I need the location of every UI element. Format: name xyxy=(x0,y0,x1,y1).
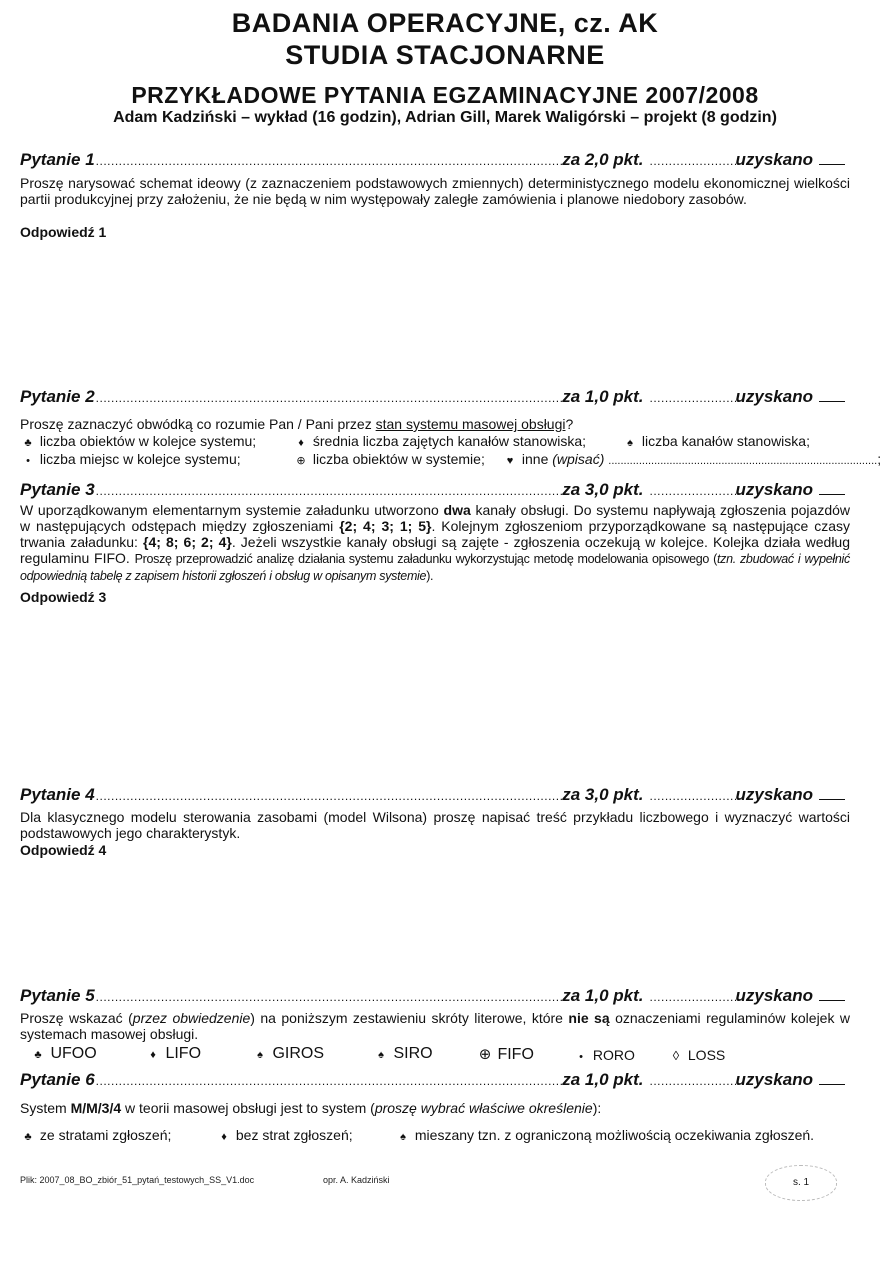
option-text: liczba miejsc w kolejce systemu; xyxy=(39,451,241,467)
spade-icon: ♠ xyxy=(400,1131,406,1143)
title-line-1: BADANIA OPERACYJNE, cz. AK xyxy=(231,8,659,38)
code-text: LOSS xyxy=(687,1047,726,1063)
obtained-label: uzyskano xyxy=(735,480,813,499)
question-5-header xyxy=(20,986,845,1008)
q6-bold-part: M/M/3/4 xyxy=(70,1100,122,1116)
circled-plus-icon: ⊕ xyxy=(478,1046,492,1063)
option-text: liczba kanałów stanowiska; xyxy=(641,433,810,449)
fill-in-line[interactable] xyxy=(608,451,877,467)
q6-text-part: System xyxy=(20,1100,67,1116)
dot-leader xyxy=(644,391,736,405)
dot-leader xyxy=(644,789,736,803)
code-giros[interactable] xyxy=(252,1045,324,1063)
dot-leader xyxy=(95,1074,563,1088)
question-3-points: za 3,0 pkt. xyxy=(562,480,644,499)
answer-4-label: Odpowiedź 4 xyxy=(20,842,107,858)
code-text: GIROS xyxy=(272,1045,325,1062)
q3-text-part: kanały obsługi. Do systemu napływają zgłoszenia pojazdów w następujących odstępach między zgłoszeniami xyxy=(20,502,851,534)
question-1-label: Pytanie 1 xyxy=(20,150,95,169)
q3-text-part: ). xyxy=(426,569,434,583)
q3-text-part: W uporządkowanym elementarnym systemie załadunku utworzono xyxy=(20,502,439,518)
score-blank[interactable] xyxy=(819,1000,845,1001)
option-text: inne xyxy=(521,451,549,467)
question-2-text-end: ? xyxy=(565,416,574,432)
dot-leader xyxy=(95,484,563,498)
question-6-text xyxy=(20,1100,850,1116)
question-4-points: za 3,0 pkt. xyxy=(562,785,644,804)
question-2-label: Pytanie 2 xyxy=(20,387,95,406)
diamond-icon: ♦ xyxy=(150,1049,156,1061)
dot-leader xyxy=(644,1074,736,1088)
code-text: LIFO xyxy=(165,1045,202,1062)
code-text: UFOO xyxy=(50,1045,97,1062)
q5-text-part: oznaczeniami regulaminów kolejek w systemach masowej obsługi. xyxy=(20,1010,851,1042)
code-loss[interactable] xyxy=(668,1047,725,1063)
q6-italic-part: proszę wybrać właściwe określenie xyxy=(374,1100,593,1116)
bullet-icon: • xyxy=(26,455,30,467)
question-5-codes xyxy=(30,1045,830,1067)
dot-leader xyxy=(644,990,736,1004)
option-text: bez strat zgłoszeń; xyxy=(235,1127,353,1143)
question-1-points: za 2,0 pkt. xyxy=(562,150,644,169)
option-text: liczba obiektów w systemie; xyxy=(312,451,485,467)
question-2-text-underlined: stan systemu masowej obsługi xyxy=(375,416,566,432)
q5-italic-part: przez obwiedzenie xyxy=(132,1010,251,1026)
option-heart[interactable] xyxy=(502,451,881,470)
question-4-text: Dla klasycznego modelu sterowania zasobami (model Wilsona) proszę napisać treść przykładu liczbowego i wyznaczyć wartości podstawowych jego charakterystyk. xyxy=(20,809,850,841)
option-diamond[interactable] xyxy=(293,433,586,452)
option-bullet[interactable] xyxy=(20,451,241,470)
q3-text-part: . Jeżeli wszystkie kanały obsługi są zajęte - zgłoszenia oczekują w kolejce. Kolejka działa według regulaminu FIFO. xyxy=(20,534,850,566)
q6-text-part: ): xyxy=(592,1100,602,1116)
question-5-text xyxy=(20,1010,850,1042)
score-blank[interactable] xyxy=(819,799,845,800)
authors: Adam Kadziński – wykład (16 godzin), Adrian Gill, Marek Waligórski – projekt (8 godzin) xyxy=(113,109,777,126)
circled-plus-icon: ⊕ xyxy=(296,455,306,467)
diamond-icon: ♦ xyxy=(221,1131,227,1143)
diamond-icon: ♦ xyxy=(298,437,304,449)
spade-icon: ♠ xyxy=(257,1049,263,1061)
question-2-text-start: Proszę zaznaczyć obwódką co rozumie Pan / Pani przez xyxy=(20,416,376,432)
q3-bold-part: {2; 4; 3; 1; 5} xyxy=(339,518,432,534)
club-icon: ♣ xyxy=(24,1131,32,1143)
option-club[interactable] xyxy=(20,433,256,452)
q6-text-part: w teorii masowej obsługi jest to system ( xyxy=(125,1100,375,1116)
question-6-options xyxy=(20,1127,860,1145)
spade-icon: ♠ xyxy=(627,437,633,449)
obtained-label: uzyskano xyxy=(735,387,813,406)
heart-icon: ♥ xyxy=(506,455,514,467)
title-line-2: STUDIA STACJONARNE xyxy=(285,40,605,70)
question-3-text xyxy=(20,502,850,584)
page-number: s. 1 xyxy=(765,1165,837,1201)
subtitle: PRZYKŁADOWE PYTANIA EGZAMINACYJNE 2007/2008 xyxy=(131,82,759,108)
code-siro[interactable] xyxy=(373,1045,433,1063)
code-text: FIFO xyxy=(497,1046,534,1063)
score-blank[interactable] xyxy=(819,164,845,165)
question-2-points: za 1,0 pkt. xyxy=(562,387,644,406)
dot-leader xyxy=(95,990,563,1004)
obtained-label: uzyskano xyxy=(735,150,813,169)
question-1-text: Proszę narysować schemat ideowy (z zaznaczeniem podstawowych zmiennych) deterministycznego modelu ekonomicznej wielkości partii produkcyjnej przy założeniu, że nie będą w nim występowały zaległe zamówienia i planowe niedobory zasobów. xyxy=(20,175,850,207)
q3-text-part: . Kolejnym zgłoszeniom przyporządkowane są następujące czasy trwania załadunku: xyxy=(20,518,850,550)
question-6-label: Pytanie 6 xyxy=(20,1070,95,1089)
option-circled-plus[interactable] xyxy=(293,451,485,470)
dot-leader xyxy=(644,154,736,168)
q3-bold-part: {4; 8; 6; 2; 4} xyxy=(143,534,232,550)
question-6-header xyxy=(20,1070,845,1092)
footer-author: opr. A. Kadziński xyxy=(323,1175,390,1185)
footer-file: Plik: 2007_08_BO_zbiór_51_pytań_testowych_SS_V1.doc xyxy=(20,1175,255,1185)
code-ufoo[interactable] xyxy=(30,1045,97,1063)
q3-italic-part: tzn. zbudować i wypełnić odpowiednią tabelę z zapisem historii zgłoszeń i obsług w opisanym systemie xyxy=(20,552,850,583)
code-fifo[interactable] xyxy=(477,1045,534,1064)
question-1-header xyxy=(20,150,845,172)
club-icon: ♣ xyxy=(34,1049,42,1061)
dot-leader xyxy=(95,154,563,168)
option-text: średnia liczba zajętych kanałów stanowiska; xyxy=(312,433,587,449)
score-blank[interactable] xyxy=(819,494,845,495)
question-3-header xyxy=(20,480,845,502)
obtained-label: uzyskano xyxy=(735,785,813,804)
code-text: RORO xyxy=(592,1047,635,1063)
question-2-text xyxy=(20,416,850,432)
score-blank[interactable] xyxy=(819,401,845,402)
option-text: liczba obiektów w kolejce systemu; xyxy=(39,433,257,449)
option-note: (wpisać) xyxy=(552,451,605,467)
code-text: SIRO xyxy=(393,1045,433,1062)
dot-leader xyxy=(644,484,736,498)
option-club[interactable] xyxy=(20,1127,171,1146)
obtained-label: uzyskano xyxy=(735,1070,813,1089)
question-5-points: za 1,0 pkt. xyxy=(562,986,644,1005)
option-text: mieszany tzn. z ograniczoną możliwością oczekiwania zgłoszeń. xyxy=(414,1127,815,1143)
question-5-label: Pytanie 5 xyxy=(20,986,95,1005)
question-3-label: Pytanie 3 xyxy=(20,480,95,499)
question-4-header xyxy=(20,785,845,807)
score-blank[interactable] xyxy=(819,1084,845,1085)
option-tail: ; xyxy=(877,451,882,467)
q3-bold-part: dwa xyxy=(443,502,471,518)
q5-text-part: Proszę wskazać ( xyxy=(20,1010,133,1026)
bullet-icon: • xyxy=(579,1051,583,1063)
question-6-points: za 1,0 pkt. xyxy=(562,1070,644,1089)
q5-bold-part: nie są xyxy=(568,1010,610,1026)
question-2-header xyxy=(20,387,845,409)
code-roro[interactable] xyxy=(573,1047,635,1063)
question-2-options xyxy=(20,433,882,469)
answer-1-label: Odpowiedź 1 xyxy=(20,224,107,240)
answer-3-label: Odpowiedź 3 xyxy=(20,589,107,605)
club-icon: ♣ xyxy=(24,437,32,449)
question-4-label: Pytanie 4 xyxy=(20,785,95,804)
spade-icon: ♠ xyxy=(378,1049,384,1061)
lozenge-icon: ◊ xyxy=(672,1048,680,1063)
q3-text-part: Proszę przeprowadzić analizę działania systemu załadunku wykorzystując metodę modelowania opisowego ( xyxy=(134,552,717,566)
option-diamond[interactable] xyxy=(216,1127,353,1146)
option-spade[interactable] xyxy=(622,433,810,452)
option-text: ze stratami zgłoszeń; xyxy=(39,1127,172,1143)
dot-leader xyxy=(95,789,563,803)
obtained-label: uzyskano xyxy=(735,986,813,1005)
q3-instruction xyxy=(20,552,850,583)
dot-leader xyxy=(95,391,563,405)
code-lifo[interactable] xyxy=(145,1045,201,1063)
option-spade[interactable] xyxy=(395,1127,814,1146)
q5-text-part: ) na poniższym zestawieniu skróty literowe, które xyxy=(250,1010,563,1026)
